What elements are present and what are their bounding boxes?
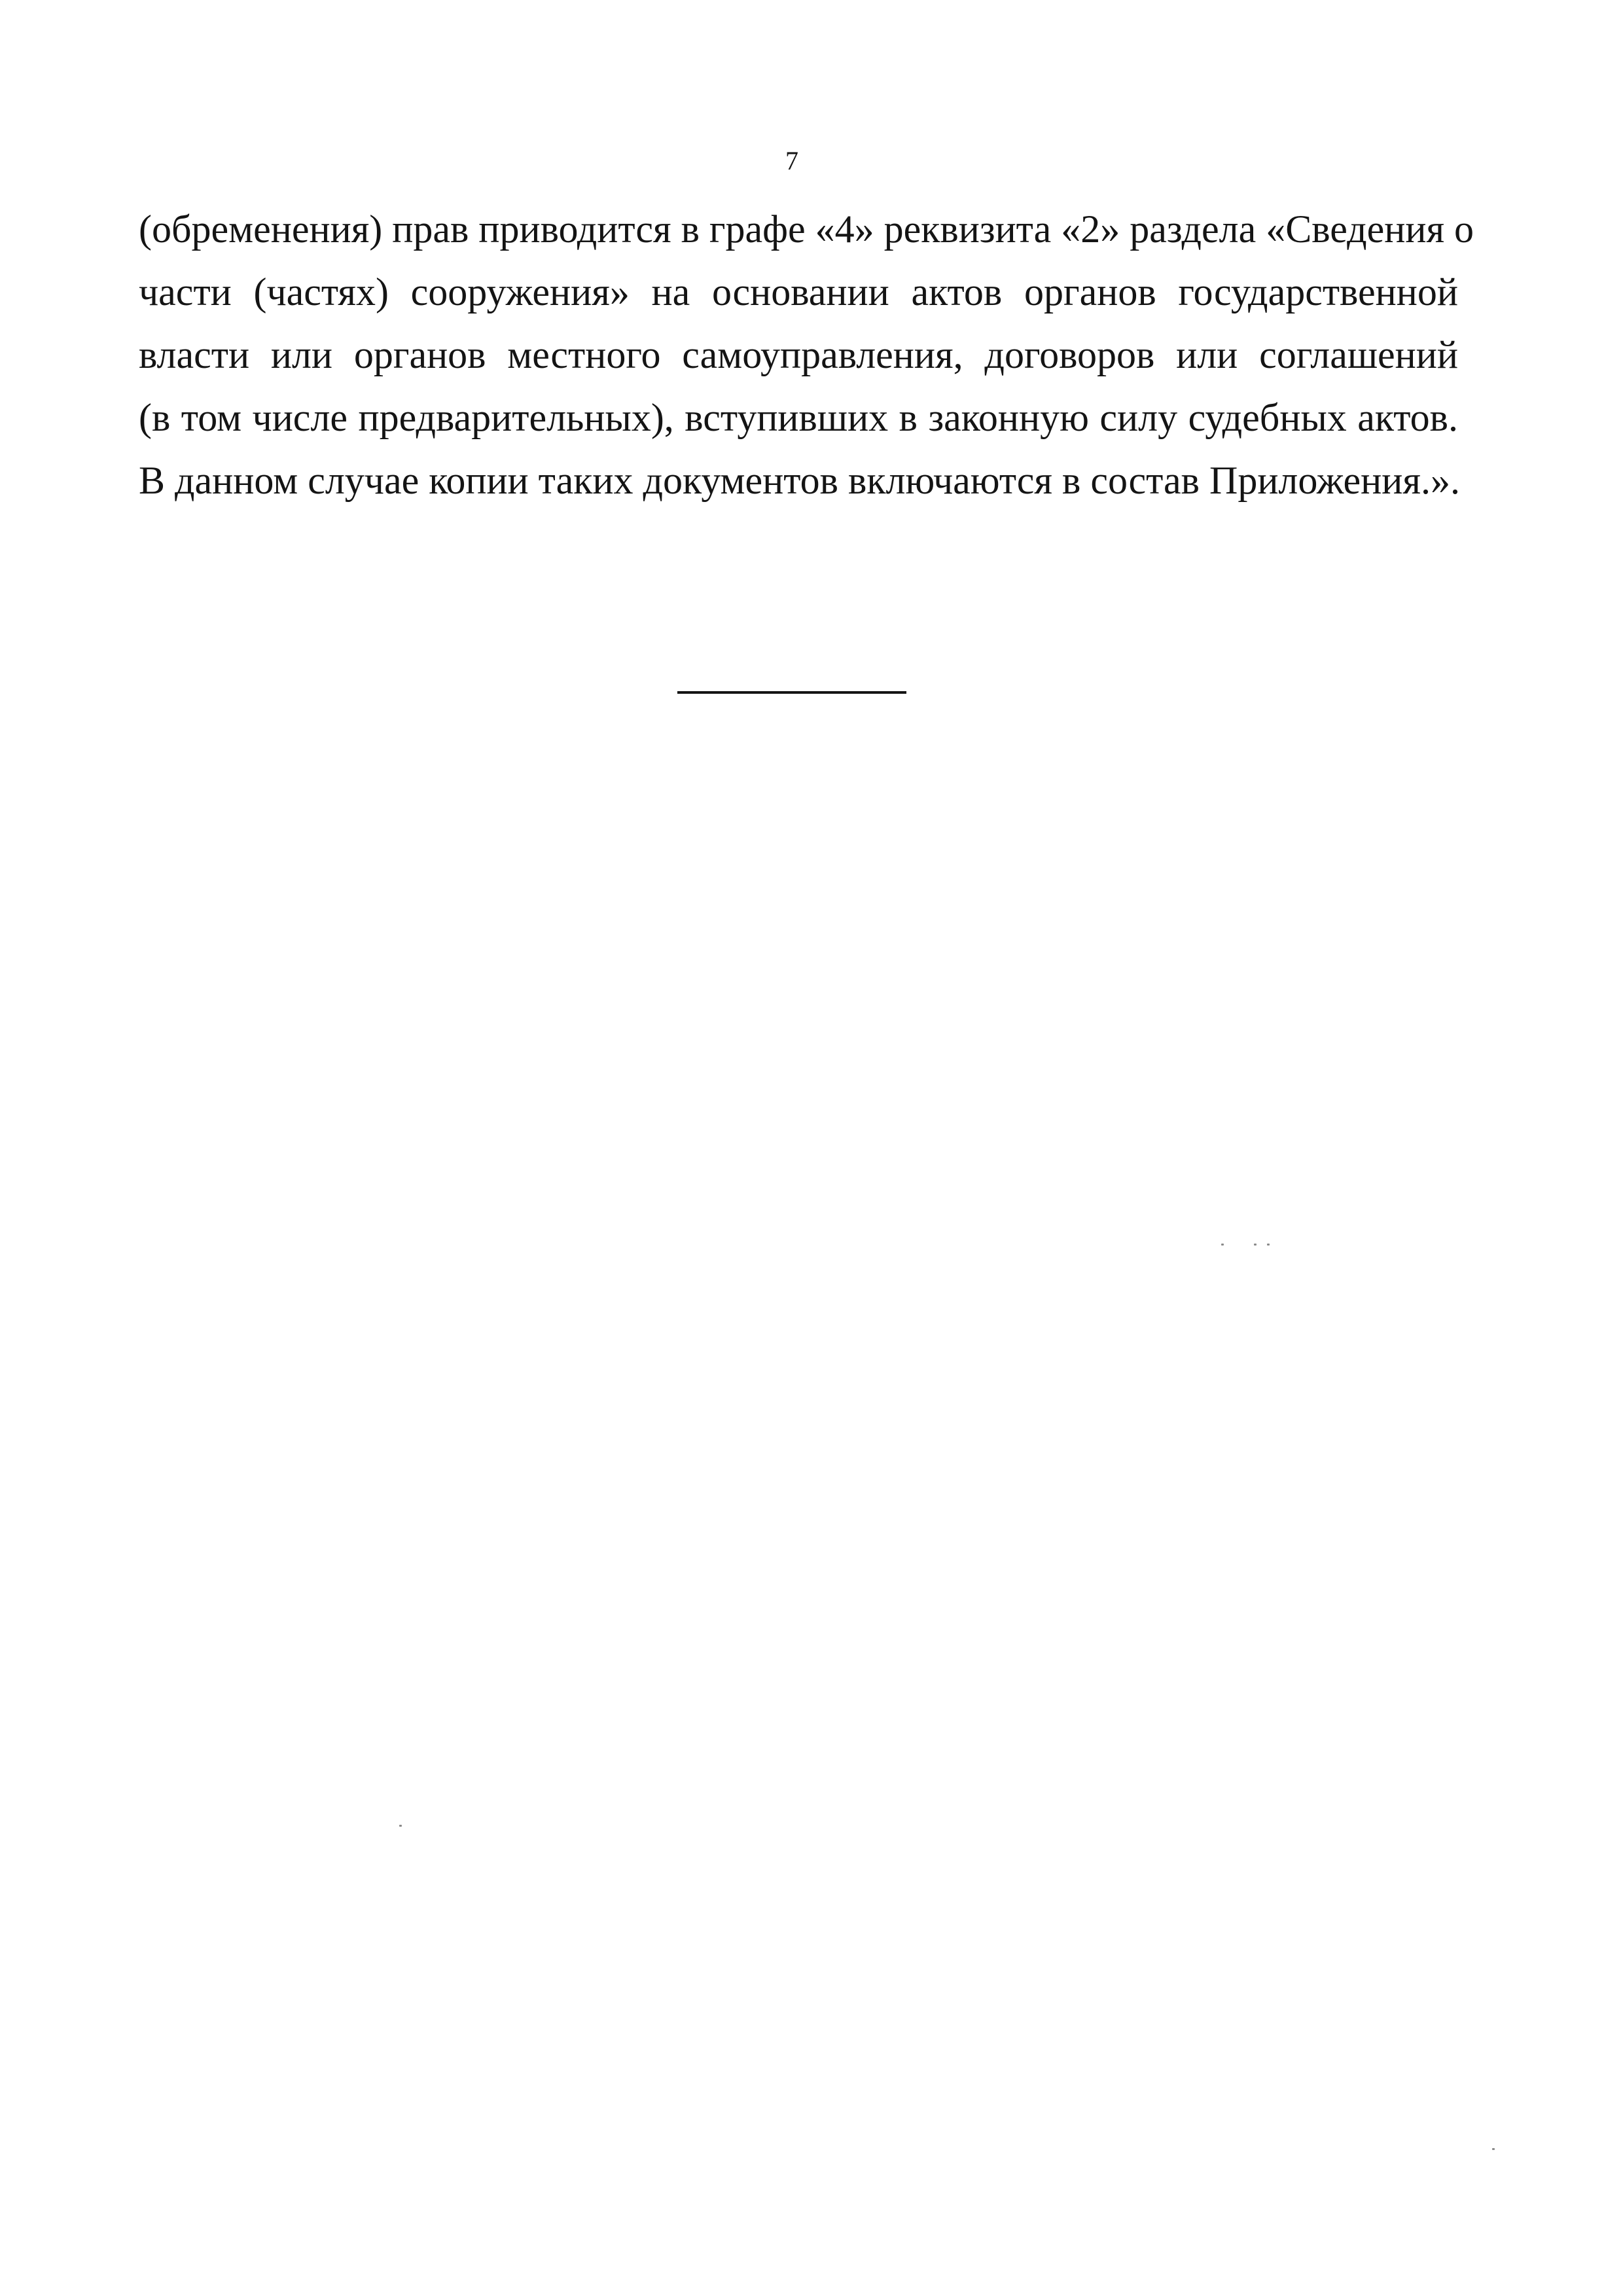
scan-speck — [1492, 2148, 1495, 2150]
scan-speck — [399, 1825, 402, 1827]
paragraph-line-2: части (частях) сооружения» на основании актов органов государственной — [139, 270, 1458, 314]
paragraph-line-3: власти или органов местного самоуправления, договоров или соглашений — [139, 333, 1458, 376]
paragraph-line-5: В данном случае копии таких документов включаются в состав Приложения.». — [139, 459, 1460, 502]
body-paragraph — [139, 198, 1474, 512]
paragraph-line-4: (в том числе предварительных), вступивших в законную силу судебных актов. — [139, 396, 1458, 439]
paragraph-line-1: (обременения) прав приводится в графе «4» реквизита «2» раздела «Сведения о — [139, 207, 1474, 251]
scan-speck — [1254, 1244, 1257, 1246]
scan-speck — [1267, 1244, 1270, 1246]
page-number: 7 — [785, 146, 798, 175]
separator-line — [677, 691, 906, 694]
scan-speck — [1221, 1244, 1224, 1246]
